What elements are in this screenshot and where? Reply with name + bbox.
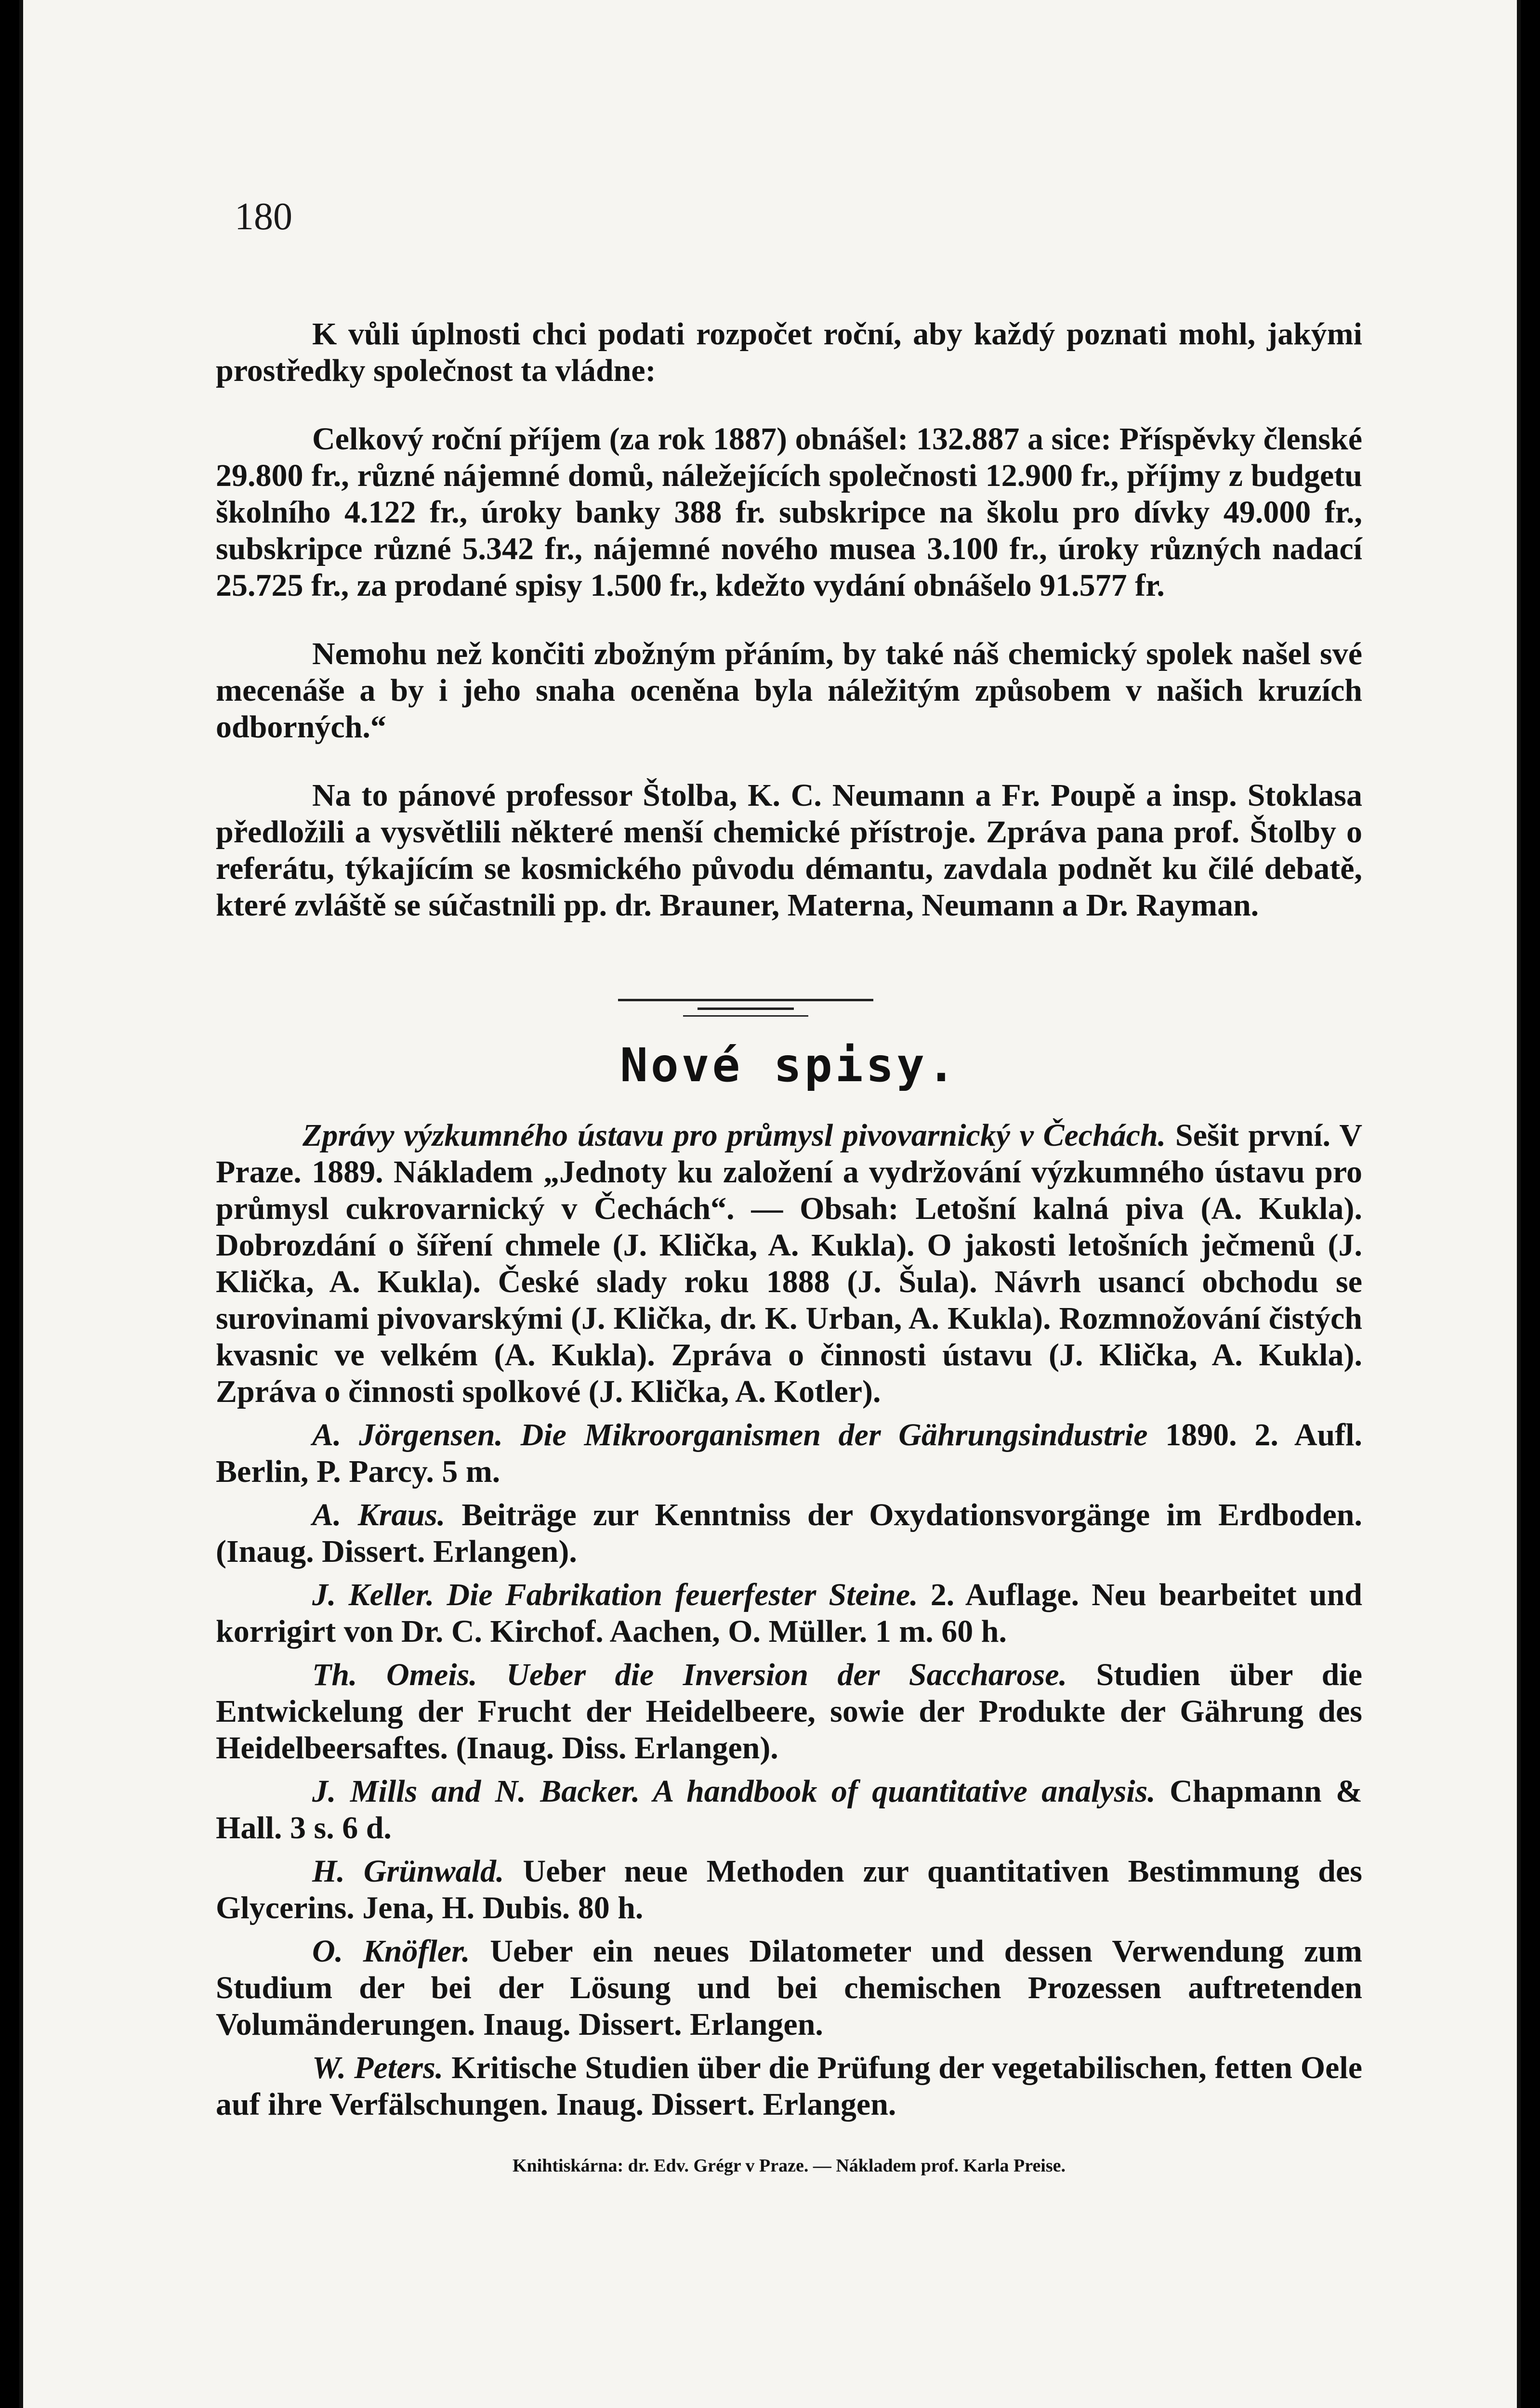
entry-lead: Zprávy výzkumného ústavu pro průmysl pivovarnický v Čechách.: [303, 1118, 1166, 1153]
report-paragraph-2: Celkový roční příjem (za rok 1887) obnášel: 132.887 a sice: Příspěvky členské 29.800 fr., různé nájemné domů, náležejících společnosti 12.900 fr., příjmy z budgetu školního 4.122 fr., úroky banky 388 fr. subskripce na školu pro dívky 49.000 fr., subskripce různé 5.342 fr., nájemné nového musea 3.100 fr., úroky různých nadací 25.725 fr., za prodané spisy 1.500 fr., kdežto vydání obnášelo 91.577 fr.: [216, 421, 1362, 603]
entry-text: Ueber neue Methoden zur quantitativen Bestimmung des Glycerins. Jena, H. Dubis. 80 h.: [216, 1854, 1362, 1925]
entry-lead: H. Grünwald.: [312, 1854, 504, 1889]
entry-lead: Th. Omeis. Ueber die Inversion der Saccharose.: [312, 1657, 1067, 1692]
entry-text: 2. Auflage. Neu bearbeitet und korrigirt von Dr. C. Kirchof. Aachen, O. Müller. 1 m. 60 h.: [216, 1577, 1363, 1649]
entry-text: Chapmann & Hall. 3 s. 6 d.: [216, 1774, 1363, 1845]
report-paragraph-1: K vůli úplnosti chci podati rozpočet roční, aby každý poznati mohl, jakými prostředky společnost ta vládne:: [216, 316, 1362, 388]
publication-entry: [216, 1657, 1362, 1767]
entry-text: Beiträge zur Kenntniss der Oxydationsvorgänge im Erdboden. (Inaug. Dissert. Erlangen).: [216, 1497, 1362, 1569]
entry-lead: A. Kraus.: [312, 1497, 446, 1532]
report-paragraph-3: Nemohu než končiti zbožným přáním, by také náš chemický spolek našel své mecenáše a by i jeho snaha oceněna byla náležitým způsobem v našich kruzích odborných.“: [216, 636, 1362, 745]
entry-text: 1890. 2. Aufl. Berlin, P. Parcy. 5 m.: [216, 1417, 1362, 1489]
text-column: [216, 284, 1362, 2130]
publication-entry: [216, 1117, 1362, 1410]
entry-text: Kritische Studien über die Prüfung der vegetabilischen, fetten Oele auf ihre Verfälschungen. Inaug. Dissert. Erlangen.: [216, 2050, 1362, 2122]
section-divider: [216, 955, 1362, 1028]
entry-text: Sešit první. V Praze. 1889. Nákladem „Jednoty ku založení a vydržování výzkumného ústavu pro průmysl cukrovarnický v Čechách“. — Obsah: Letošní kalná piva (A. Kukla). Dobrozdání o šíření chmele (J. Klička, A. Kukla). O jakosti letošních ječmenů (J. Klička, A. Kukla). České slady roku 1888 (J. Šula). Návrh usancí obchodu se surovinami pivovarskými (J. Klička, dr. K. Urban, A. Kukla). Rozmnožování čistých kvasnic ve velkém (A. Kukla). Zpráva o činnosti ústavu (J. Klička, A. Kukla). Zpráva o činnosti spolkové (J. Klička, A. Kotler).: [216, 1118, 1362, 1409]
publication-entry: [216, 1933, 1362, 2043]
publication-entry: [216, 1417, 1362, 1490]
entry-lead: W. Peters.: [312, 2050, 444, 2085]
entry-lead: A. Jörgensen. Die Mikroorganismen der Gährungsindustrie: [312, 1417, 1148, 1453]
entry-text: Ueber ein neues Dilatometer und dessen Verwendung zum Studium der bei der Lösung und bei chemischen Prozessen auftretenden Volumänderungen. Inaug. Dissert. Erlangen.: [216, 1934, 1362, 2042]
publication-list: [216, 1117, 1362, 2123]
entry-lead: J. Mills and N. Backer. A handbook of quantitative analysis.: [312, 1774, 1156, 1809]
entry-lead: J. Keller. Die Fabrikation feuerfester Steine.: [312, 1577, 918, 1612]
section-heading: Nové spisy.: [620, 1038, 958, 1092]
publication-entry: [216, 1773, 1362, 1846]
publication-entry: [216, 1853, 1362, 1926]
scan-edge-left: [19, 0, 23, 2408]
publication-entry: [216, 1497, 1362, 1570]
report-paragraph-4: Na to pánové professor Štolba, K. C. Neumann a Fr. Poupě a insp. Stoklasa předložili a vysvětlili některé menší chemické přístroje. Zpráva pana prof. Štolby o referátu, týkajícím se kosmického původu démantu, zavdala podnět ku čilé debatě, které zvláště se súčastnili pp. dr. Brauner, Materna, Neumann a Dr. Rayman.: [216, 778, 1362, 923]
scan-edge-right: [1517, 0, 1521, 2408]
printer-imprint: Knihtiskárna: dr. Edv. Grégr v Praze. — Nákladem prof. Karla Preise.: [512, 2156, 1066, 2176]
publication-entry: [216, 2050, 1362, 2123]
entry-lead: O. Knöfler.: [312, 1934, 470, 1969]
page-number: 180: [235, 196, 292, 238]
publication-entry: [216, 1577, 1362, 1650]
entry-text: Studien über die Entwickelung der Frucht der Heidelbeere, sowie der Produkte der Gährung des Heidelbeersaftes. (Inaug. Diss. Erlangen).: [216, 1657, 1362, 1766]
